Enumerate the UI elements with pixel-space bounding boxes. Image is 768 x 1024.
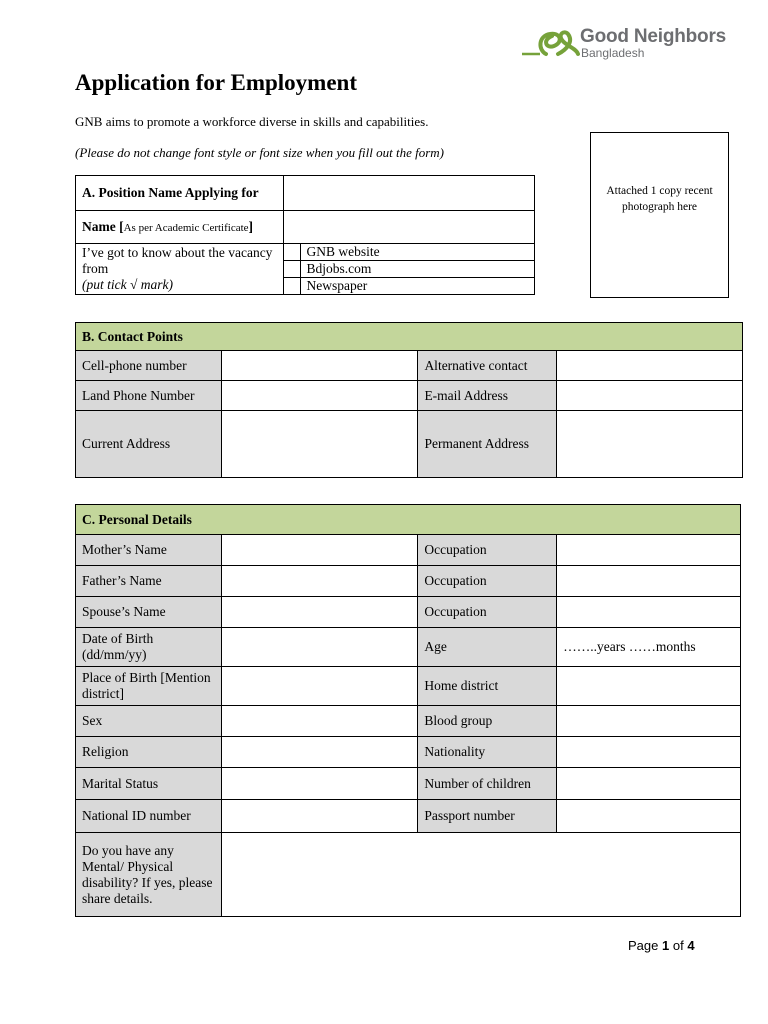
field-label: Do you have any Mental/ Physical disability? If yes, please share details.	[76, 833, 222, 917]
field-label: Occupation	[418, 535, 557, 566]
current-address-field[interactable]	[221, 411, 418, 478]
field-label: Number of children	[418, 768, 557, 800]
page-current: 1	[662, 938, 670, 953]
vacancy-option: Newspaper	[300, 278, 534, 295]
logo-name: Good Neighbors	[580, 26, 727, 47]
vacancy-label-cell	[76, 244, 284, 295]
field-label: Mother’s Name	[76, 535, 222, 566]
field-label: Age	[418, 628, 557, 667]
age-field[interactable]: ……..years ……months	[557, 628, 741, 667]
section-c-table	[75, 504, 741, 917]
name-label-cell	[76, 211, 284, 244]
field-label: Sex	[76, 706, 222, 737]
font-note: (Please do not change font style or font size when you fill out the form)	[75, 145, 445, 160]
position-field[interactable]	[283, 176, 534, 211]
blood-group-field[interactable]	[557, 706, 741, 737]
field-label: Blood group	[418, 706, 557, 737]
field-label: Current Address	[76, 411, 222, 478]
email-field[interactable]	[557, 381, 743, 411]
tick-box[interactable]	[283, 244, 300, 261]
field-label: Spouse’s Name	[76, 597, 222, 628]
vacancy-option: GNB website	[300, 244, 534, 261]
field-label: Marital Status	[76, 768, 222, 800]
father-occupation-field[interactable]	[557, 566, 741, 597]
spouses-name-field[interactable]	[221, 597, 418, 628]
photo-box[interactable]	[590, 132, 729, 298]
vacancy-option: Bdjobs.com	[300, 261, 534, 278]
field-label: Father’s Name	[76, 566, 222, 597]
good-neighbors-logo-icon	[520, 24, 580, 64]
field-label: Passport number	[418, 800, 557, 833]
field-label: National ID number	[76, 800, 222, 833]
religion-field[interactable]	[221, 737, 418, 768]
date-of-birth-field[interactable]	[221, 628, 418, 667]
name-sub: As per Academic Certificate	[123, 221, 249, 234]
name-close: ]	[248, 218, 254, 234]
logo-sub: Bangladesh	[581, 46, 645, 60]
sex-field[interactable]	[221, 706, 418, 737]
field-label: Place of Birth [Mention district]	[76, 667, 222, 706]
field-label: Home district	[418, 667, 557, 706]
number-of-children-field[interactable]	[557, 768, 741, 800]
tick-box[interactable]	[283, 278, 300, 295]
national-id-field[interactable]	[221, 800, 418, 833]
disability-details-field[interactable]	[221, 833, 740, 917]
mother-occupation-field[interactable]	[557, 535, 741, 566]
place-of-birth-field[interactable]	[221, 667, 418, 706]
intro-text: GNB aims to promote a workforce diverse in skills and capabilities.	[75, 114, 429, 129]
section-b-table	[75, 322, 743, 478]
field-label: Occupation	[418, 597, 557, 628]
marital-status-field[interactable]	[221, 768, 418, 800]
alternative-contact-field[interactable]	[557, 351, 743, 381]
home-district-field[interactable]	[557, 667, 741, 706]
spouse-occupation-field[interactable]	[557, 597, 741, 628]
field-label: Land Phone Number	[76, 381, 222, 411]
position-label: A. Position Name Applying for	[76, 176, 284, 211]
mothers-name-field[interactable]	[221, 535, 418, 566]
section-c-heading: C. Personal Details	[76, 505, 741, 535]
permanent-address-field[interactable]	[557, 411, 743, 478]
name-label: Name [	[82, 218, 124, 234]
field-label: Nationality	[418, 737, 557, 768]
field-label: Occupation	[418, 566, 557, 597]
section-a-table	[75, 175, 535, 295]
passport-number-field[interactable]	[557, 800, 741, 833]
vacancy-hint: (put tick √ mark)	[82, 277, 174, 292]
good-neighbors-logo	[520, 24, 735, 64]
section-b-heading: B. Contact Points	[76, 323, 743, 351]
page-title: Application for Employment	[75, 70, 357, 95]
vacancy-label: I’ve got to know about the vacancy from	[82, 245, 273, 276]
field-label: Alternative contact	[418, 351, 557, 381]
name-field[interactable]	[283, 211, 534, 244]
fathers-name-field[interactable]	[221, 566, 418, 597]
land-phone-field[interactable]	[221, 381, 418, 411]
page-number	[628, 938, 695, 953]
page-total: 4	[687, 938, 695, 953]
field-label: Date of Birth (dd/mm/yy)	[76, 628, 222, 667]
cell-phone-field[interactable]	[221, 351, 418, 381]
page-prefix: Page	[628, 938, 659, 953]
tick-box[interactable]	[283, 261, 300, 278]
page-of: of	[672, 938, 684, 953]
field-label: E-mail Address	[418, 381, 557, 411]
nationality-field[interactable]	[557, 737, 741, 768]
field-label: Permanent Address	[418, 411, 557, 478]
photo-box-label: Attached 1 copy recent photograph here	[606, 185, 713, 213]
field-label: Cell-phone number	[76, 351, 222, 381]
field-label: Religion	[76, 737, 222, 768]
